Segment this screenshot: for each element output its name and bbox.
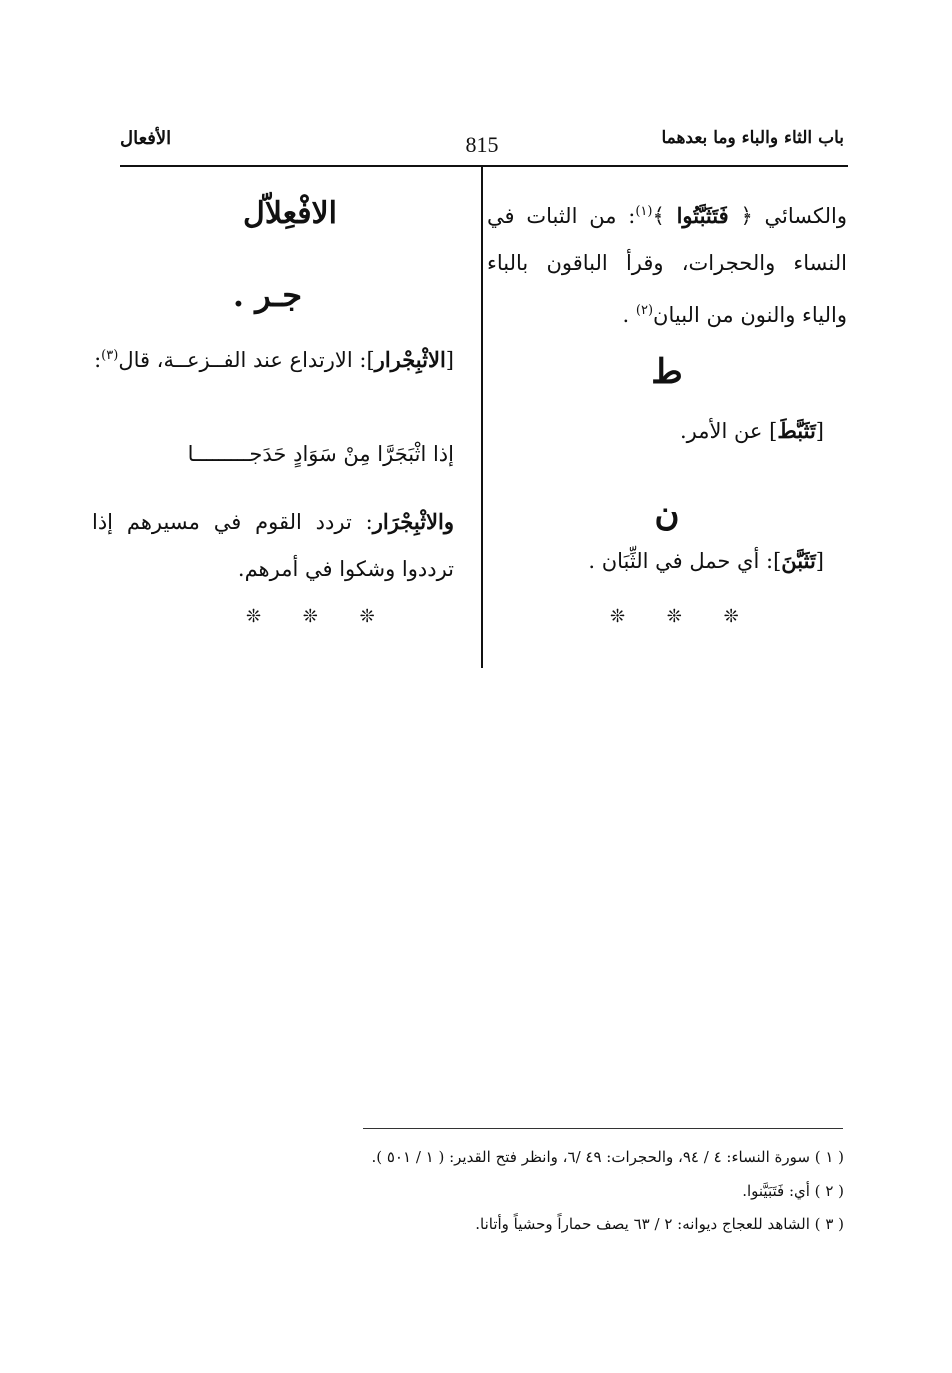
- headword: تَثَبَّطَ: [777, 418, 816, 443]
- section-letter-nun: ن: [654, 494, 680, 534]
- entry-tathabbana: [588, 548, 824, 573]
- headword: الاثْبِجْرار: [374, 347, 446, 372]
- headword: تَثَبَّنَ: [781, 548, 816, 573]
- footnote-ref-3: (٣): [101, 348, 119, 363]
- poetry-verse: إذا اثْبَجَرَّا مِنْ سَوَادٍ حَدَجـــــــــا: [187, 442, 454, 466]
- definition: ]: الارتداع عند الفــزعــة، قال: [118, 348, 375, 372]
- footnote-1: ( ١ ) سورة النساء: ٤ / ٩٤، والحجرات: ٤٩ /٦، وانظر فتح القدير: ( ١ / ٥٠١ ).: [371, 1148, 844, 1166]
- quran-bracket-close: ﴾: [652, 204, 677, 228]
- para-end: :: [94, 348, 102, 372]
- running-head-left: الأفعال: [120, 128, 172, 149]
- chapter-heading: الافْعِلاّل: [243, 196, 337, 231]
- running-head-right: باب الثاء والباء وما بعدهما: [661, 128, 844, 148]
- para-body: : من الثبات في النساء والحجرات، وقرأ الباقون بالباء والياء والنون من البيان: [487, 204, 847, 327]
- definition: : تردد القوم في مسيرهم إذا ترددوا وشكوا في أمرهم.: [92, 510, 454, 581]
- column-divider: [481, 166, 483, 668]
- bracket-open: [: [815, 419, 824, 443]
- footnote-ref-1: (١): [635, 204, 653, 219]
- headword: والاثْبِجْرَار: [372, 509, 454, 534]
- definition: ]: أي حمل في الثِّبَان .: [588, 549, 782, 573]
- definition: ] عن الأمر.: [679, 419, 778, 443]
- entry-tathabbata: [680, 418, 824, 443]
- footnote-rule: [363, 1128, 843, 1129]
- entry-ithbijrar: [92, 332, 454, 384]
- page-number: 815: [465, 132, 499, 157]
- bracket-open: [: [815, 549, 824, 573]
- section-end-stars-right: ❊ ❊ ❊: [610, 606, 757, 627]
- bracket-open: [: [445, 348, 454, 372]
- section-end-stars-left: ❊ ❊ ❊: [246, 606, 393, 627]
- footnote-ref-2: (٢): [635, 303, 654, 318]
- footnote-2: ( ٢ ) أي: فَتَبَيَّنوا.: [742, 1182, 844, 1200]
- para-intro: والكسائي ﴿: [728, 204, 848, 228]
- header-rule: [120, 165, 848, 167]
- entry-ithbijrar-2: [92, 498, 454, 593]
- para-end: .: [622, 303, 636, 327]
- footnote-3: ( ٣ ) الشاهد للعجاج ديوانه: ٢ / ٦٣ يصف حماراً وحشياً وأتانا.: [475, 1215, 844, 1233]
- quran-word: فَتَثَبَّتُوا: [676, 203, 729, 228]
- section-letter-ta: ط: [651, 352, 683, 392]
- section-letter-jr: جـر .: [232, 276, 302, 314]
- right-column-paragraph: [487, 188, 847, 339]
